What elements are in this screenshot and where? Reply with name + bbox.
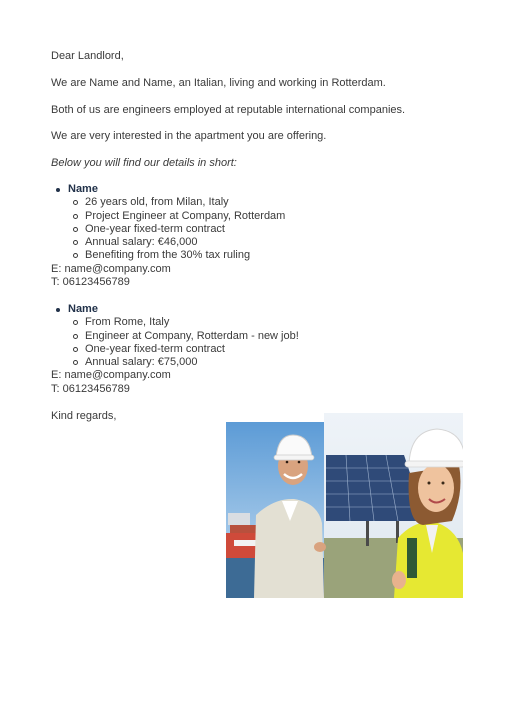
list-item: Project Engineer at Company, Rotterdam [51, 210, 285, 223]
person-2 [51, 303, 299, 396]
list-item: Annual salary: €75,000 [51, 356, 299, 369]
list-item: 26 years old, from Milan, Italy [51, 196, 285, 209]
list-item: One-year fixed-term contract [51, 343, 299, 356]
person-2-details [51, 316, 299, 369]
engineers-photo [226, 413, 463, 598]
person-1-name: Name [51, 183, 285, 196]
left-photo [226, 422, 326, 598]
person-2-email: E: name@company.com [51, 369, 171, 382]
intro-paragraph: We are Name and Name, an Italian, living and working in Rotterdam. [51, 77, 386, 89]
employment-paragraph: Both of us are engineers employed at reputable international companies. [51, 104, 406, 116]
list-item: Annual salary: €46,000 [51, 236, 285, 249]
closing: Kind regards, [51, 410, 117, 422]
person-1 [51, 183, 285, 289]
person-2-phone: T: 06123456789 [51, 382, 130, 395]
list-item: Benefiting from the 30% tax ruling [51, 249, 285, 262]
greeting: Dear Landlord, [51, 50, 124, 62]
list-item: One-year fixed-term contract [51, 223, 285, 236]
person-1-email: E: name@company.com [51, 262, 171, 275]
person-2-name: Name [51, 303, 299, 316]
list-item: Engineer at Company, Rotterdam - new job! [51, 330, 299, 343]
list-item: From Rome, Italy [51, 316, 299, 329]
person-1-phone: T: 06123456789 [51, 276, 130, 289]
interest-paragraph: We are very interested in the apartment you are offering. [51, 130, 327, 142]
details-heading: Below you will find our details in short: [51, 157, 237, 169]
person-1-details [51, 196, 285, 262]
right-photo [324, 413, 463, 598]
